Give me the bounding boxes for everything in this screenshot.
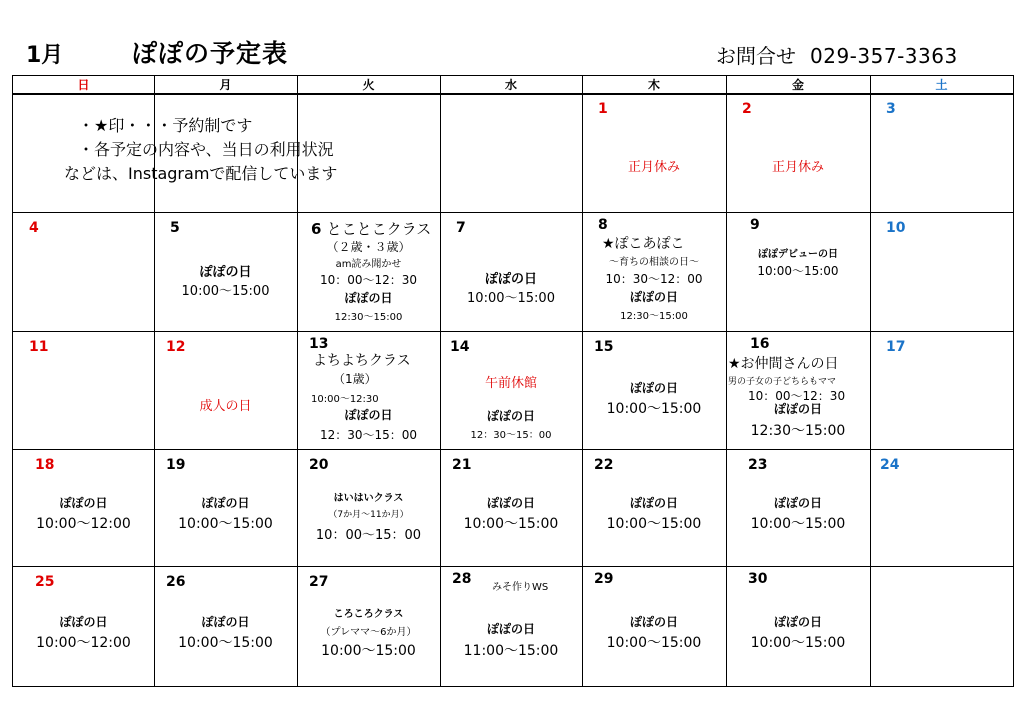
day-cell-2[interactable] xyxy=(726,94,870,212)
event-line: （1歳） xyxy=(333,372,377,386)
event-line: 10：30～12：00 xyxy=(605,272,703,286)
day-cell-29[interactable] xyxy=(582,567,726,686)
event-line: 10:00～15:00 xyxy=(463,516,559,532)
event-line: ぽぽの日 xyxy=(344,291,393,305)
day-cell-10[interactable] xyxy=(870,213,1013,331)
day-number: 20 xyxy=(309,457,329,473)
day-cell-6[interactable] xyxy=(297,213,440,331)
reservation-notice xyxy=(64,114,337,186)
event-line: 10:00～15:00 xyxy=(606,516,702,532)
day-number: 8 xyxy=(598,217,608,233)
day-number: 6 とことこクラス xyxy=(311,220,432,238)
day-number: 25 xyxy=(35,574,55,590)
event-line: ぽぽの日 xyxy=(59,496,108,510)
day-number: 3 xyxy=(886,101,896,117)
event-line: ぽぽの日 xyxy=(629,615,678,629)
event-line: 男の子女の子どちらもママ xyxy=(728,377,837,387)
day-cell-24[interactable] xyxy=(870,450,1013,566)
day-number: 15 xyxy=(594,339,614,355)
day-cell-25[interactable] xyxy=(13,567,154,686)
event-line: ぽぽの日 xyxy=(773,402,822,416)
event-line: ぽぽの日 xyxy=(629,496,678,510)
day-number: 13 xyxy=(309,336,329,352)
day-cell-18[interactable] xyxy=(13,450,154,566)
weekday-fri: 金 xyxy=(791,78,804,92)
day-cell-23[interactable] xyxy=(726,450,870,566)
day-cell-11[interactable] xyxy=(13,332,154,449)
event-line: 10:00～15:00 xyxy=(750,635,846,651)
day-number: 14 xyxy=(450,339,470,355)
day-cell-13[interactable] xyxy=(297,332,440,449)
day-cell-1[interactable] xyxy=(582,94,726,212)
day-cell-9[interactable] xyxy=(726,213,870,331)
day-number: 30 xyxy=(748,571,768,587)
event-line: 10:00～15:00 xyxy=(750,516,846,532)
notice-line: ・★印・・・予約制です xyxy=(78,116,253,135)
event-line: ぽぽの日 xyxy=(773,615,822,629)
event-line: ぽぽの日 xyxy=(486,496,535,510)
event-line: 10：00～15：00 xyxy=(315,528,422,543)
event-line: 10:00～15:00 xyxy=(178,516,273,532)
day-number: 4 xyxy=(29,220,39,236)
event-line: ぽぽの日 xyxy=(629,381,678,395)
event-line: 10:00～15:00 xyxy=(467,291,555,306)
day-number: 12 xyxy=(166,339,186,355)
day-number: 2 xyxy=(742,101,752,117)
day-cell-22[interactable] xyxy=(582,450,726,566)
event-line: 正月休み xyxy=(627,160,680,175)
contact-info xyxy=(716,40,958,69)
event-line: 12:30～15:00 xyxy=(750,423,846,439)
event-line: 12：30～15：00 xyxy=(319,428,418,442)
page-title: ぽぽの予定表 xyxy=(132,39,289,68)
day-cell-30[interactable] xyxy=(726,567,870,686)
day-cell-3[interactable] xyxy=(870,94,1013,212)
day-cell-21[interactable] xyxy=(440,450,582,566)
event-line: ぽぽの日 xyxy=(201,496,250,510)
day-number: 23 xyxy=(748,457,768,473)
day-number: 24 xyxy=(880,457,900,473)
event-line: （プレママ～6か月） xyxy=(320,627,417,638)
day-cell-14[interactable] xyxy=(440,332,582,449)
phone-number: 029-357-3363 xyxy=(810,44,958,68)
event-line: 10：00～12：30 xyxy=(748,389,846,403)
day-number: 26 xyxy=(166,574,186,590)
contact-label: お問合せ xyxy=(716,44,796,68)
day-cell-19[interactable] xyxy=(154,450,297,566)
event-line: ぽぽの日 xyxy=(486,622,535,636)
event-line: 10:00～12:00 xyxy=(36,635,131,651)
event-line: 10:00～15:00 xyxy=(181,284,270,299)
event-line: 12：30～15：00 xyxy=(470,430,552,441)
event-line: ぽぽの日 xyxy=(484,272,537,287)
event-line: 12:30～15:00 xyxy=(334,312,403,323)
day-number: 21 xyxy=(452,457,472,473)
event-line: ぽぽの日 xyxy=(486,409,535,423)
day-number: 1 xyxy=(598,101,608,117)
day-cell-27[interactable] xyxy=(297,567,440,686)
weekday-thu: 木 xyxy=(647,78,660,92)
event-line: ぽぽの日 xyxy=(344,408,393,422)
day-number: 18 xyxy=(35,457,55,473)
day-number: 11 xyxy=(29,339,49,355)
day-cell-12[interactable] xyxy=(154,332,297,449)
event-line: （２歳・３歳） xyxy=(326,240,411,254)
weekday-tue: 火 xyxy=(362,78,375,92)
day-cell-5[interactable] xyxy=(154,213,297,331)
day-cell-28[interactable] xyxy=(440,567,582,686)
event-line: 10:00～15:00 xyxy=(178,635,273,651)
day-number: 10 xyxy=(886,220,906,236)
event-line: 10:00～12:00 xyxy=(36,516,131,532)
weekday-mon: 月 xyxy=(219,78,232,92)
event-line: 11:00～15:00 xyxy=(463,643,559,659)
event-line: ぽぽの日 xyxy=(201,615,250,629)
notice-line: などは、Instagramで配信しています xyxy=(64,164,338,183)
event-line: 10:00～15:00 xyxy=(606,401,702,417)
day-cell-8[interactable] xyxy=(582,213,726,331)
day-number: 27 xyxy=(309,574,329,590)
day-number: 17 xyxy=(886,339,906,355)
day-cell-26[interactable] xyxy=(154,567,297,686)
event-line: ★ぽこあぽこ xyxy=(602,236,685,252)
weekday-wed: 水 xyxy=(504,78,517,92)
event-line: ぽぽの日 xyxy=(773,496,822,510)
day-cell-4[interactable] xyxy=(13,213,154,331)
day-number: 16 xyxy=(750,336,770,352)
day-cell-17[interactable] xyxy=(870,332,1013,449)
notice-line: ・各予定の内容や、当日の利用状況 xyxy=(78,140,334,159)
day-cell-16[interactable] xyxy=(726,332,870,449)
event-line: 10:00～12:30 xyxy=(311,394,379,405)
event-note: みそ作りWS xyxy=(492,582,549,593)
weekday-sun: 日 xyxy=(77,78,90,92)
event-line: （7か月～11か月） xyxy=(328,510,409,520)
day-cell-20[interactable] xyxy=(297,450,440,566)
event-line: ★お仲間さんの日 xyxy=(728,356,839,372)
event-line: ～育ちの相談の日～ xyxy=(609,257,699,268)
event-line: 正月休み xyxy=(771,160,824,175)
day-number: 7 xyxy=(456,220,466,236)
day-number: 9 xyxy=(750,217,760,233)
event-line: 10:00～15:00 xyxy=(321,643,416,659)
day-number: 29 xyxy=(594,571,614,587)
event-line: 10:00～15:00 xyxy=(757,264,839,278)
event-line: ぽぽデビューの日 xyxy=(758,249,838,260)
day-cell-15[interactable] xyxy=(582,332,726,449)
event-line: 成人の日 xyxy=(199,399,252,414)
event-line: 午前休館 xyxy=(484,376,537,391)
event-line: ぽぽの日 xyxy=(199,265,252,280)
event-line: はいはいクラス xyxy=(333,493,404,504)
event-line: ころころクラス xyxy=(333,609,404,620)
event-line: よちよちクラス xyxy=(313,353,411,369)
day-number: 5 xyxy=(170,220,180,236)
day-number: 19 xyxy=(166,457,186,473)
month-label: 1月 xyxy=(26,43,64,68)
event-line: ぽぽの日 xyxy=(59,615,108,629)
event-line: 10:00～15:00 xyxy=(606,635,702,651)
weekday-sat: 土 xyxy=(935,78,948,92)
event-line: 10：00～12：30 xyxy=(319,273,418,287)
event-line: am読み聞かせ xyxy=(335,259,402,270)
day-cell-7[interactable] xyxy=(440,213,582,331)
day-number: 22 xyxy=(594,457,614,473)
event-line: 12:30～15:00 xyxy=(620,311,688,322)
event-line: ぽぽの日 xyxy=(629,290,678,304)
day-number: 28 xyxy=(452,571,472,587)
